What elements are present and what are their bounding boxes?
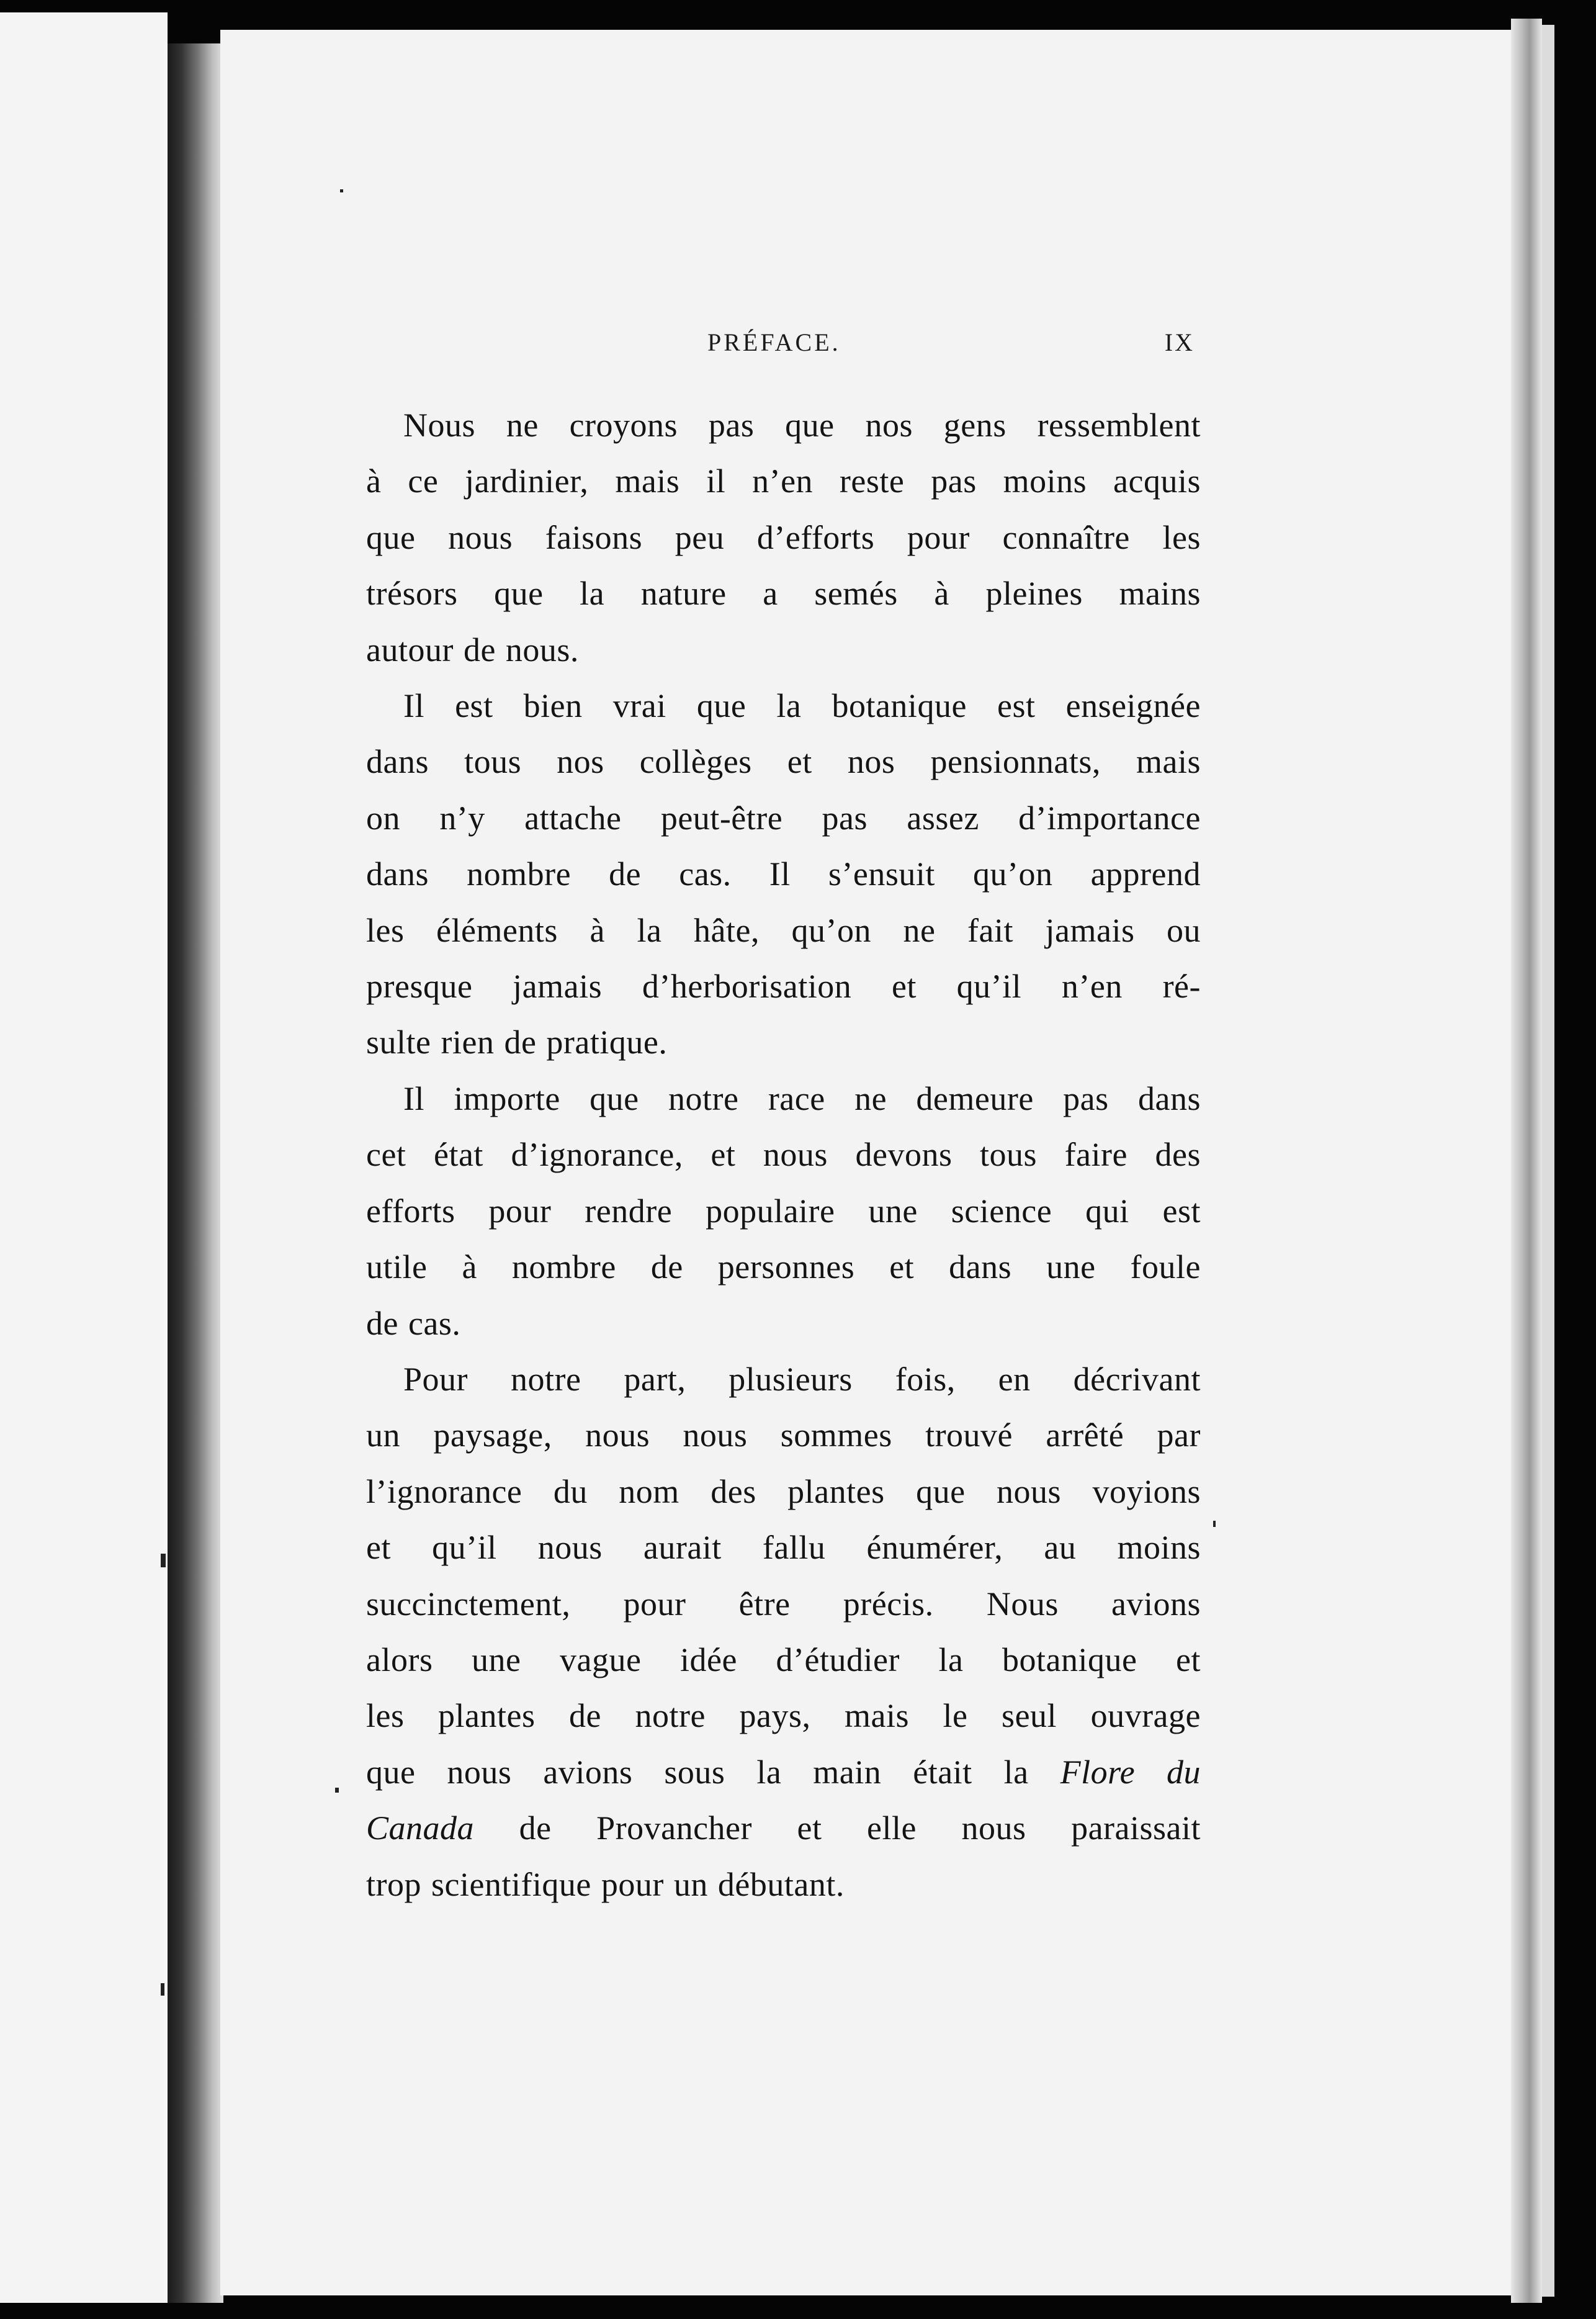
scan-speck	[340, 189, 343, 192]
text-line: sulte rien de pratique.	[366, 1024, 668, 1061]
book-title-italic: Canada	[366, 1809, 475, 1847]
text-line: un paysage, nous nous sommes trouvé arrêté par	[366, 1416, 1201, 1454]
text-line: Pour notre part, plusieurs fois, en décrivant	[403, 1360, 1201, 1398]
text-line: Il est bien vrai que la botanique est enseignée	[403, 687, 1201, 725]
book-title-italic: Flore du	[1060, 1753, 1201, 1791]
text-line: trésors que la nature a semés à pleines mains	[366, 575, 1201, 613]
text-line: les plantes de notre pays, mais le seul ouvrage	[366, 1697, 1201, 1735]
text-line: l’ignorance du nom des plantes que nous voyions	[366, 1472, 1201, 1510]
text-line: succinctement, pour être précis. Nous avions	[366, 1585, 1201, 1623]
text-line: dans nombre de cas. Il s’ensuit qu’on apprend	[366, 855, 1201, 893]
scan-speck	[161, 1554, 166, 1567]
page-edge-strip	[1542, 25, 1554, 2297]
text-fragment: de Provancher et elle nous paraissait	[519, 1809, 1201, 1847]
page-edge-shadow	[1511, 19, 1542, 2303]
text-line: trop scientifique pour un débutant.	[366, 1865, 845, 1903]
left-page-edge	[0, 12, 168, 2303]
text-line: utile à nombre de personnes et dans une foule	[366, 1248, 1201, 1286]
running-title: PRÉFACE.	[707, 328, 841, 356]
text-line: autour de nous.	[366, 631, 579, 669]
text-line: et qu’il nous aurait fallu énumérer, au moins	[366, 1529, 1201, 1567]
text-line-with-title	[366, 1800, 1201, 1856]
text-line: Nous ne croyons pas que nos gens ressemblent	[403, 407, 1201, 444]
text-fragment: que nous avions sous la main était la	[366, 1753, 1029, 1791]
text-line: à ce jardinier, mais il n’en reste pas moins acquis	[366, 462, 1201, 500]
scan-speck	[1213, 1521, 1216, 1527]
running-head	[366, 328, 1195, 365]
text-line: efforts pour rendre populaire une science qui est	[366, 1192, 1201, 1230]
text-line: Il importe que notre race ne demeure pas dans	[403, 1079, 1201, 1117]
scan-speck	[161, 1983, 164, 1996]
text-line: alors une vague idée d’étudier la botanique et	[366, 1641, 1201, 1678]
text-line: que nous faisons peu d’efforts pour connaître les	[366, 518, 1201, 556]
text-line: dans tous nos collèges et nos pensionnats, mais	[366, 743, 1201, 781]
book-gutter	[168, 43, 223, 2303]
body-text	[366, 397, 1201, 1912]
text-line: on n’y attache peut-être pas assez d’importance	[366, 799, 1201, 837]
text-line: de cas.	[366, 1304, 461, 1342]
scan-speck	[335, 1788, 339, 1793]
text-line-with-title	[366, 1744, 1201, 1800]
text-line: les éléments à la hâte, qu’on ne fait jamais ou	[366, 911, 1201, 949]
text-line: presque jamais d’herborisation et qu’il n’en ré-	[366, 968, 1201, 1006]
page-number: IX	[1164, 328, 1195, 356]
text-line: cet état d’ignorance, et nous devons tous faire des	[366, 1136, 1201, 1174]
